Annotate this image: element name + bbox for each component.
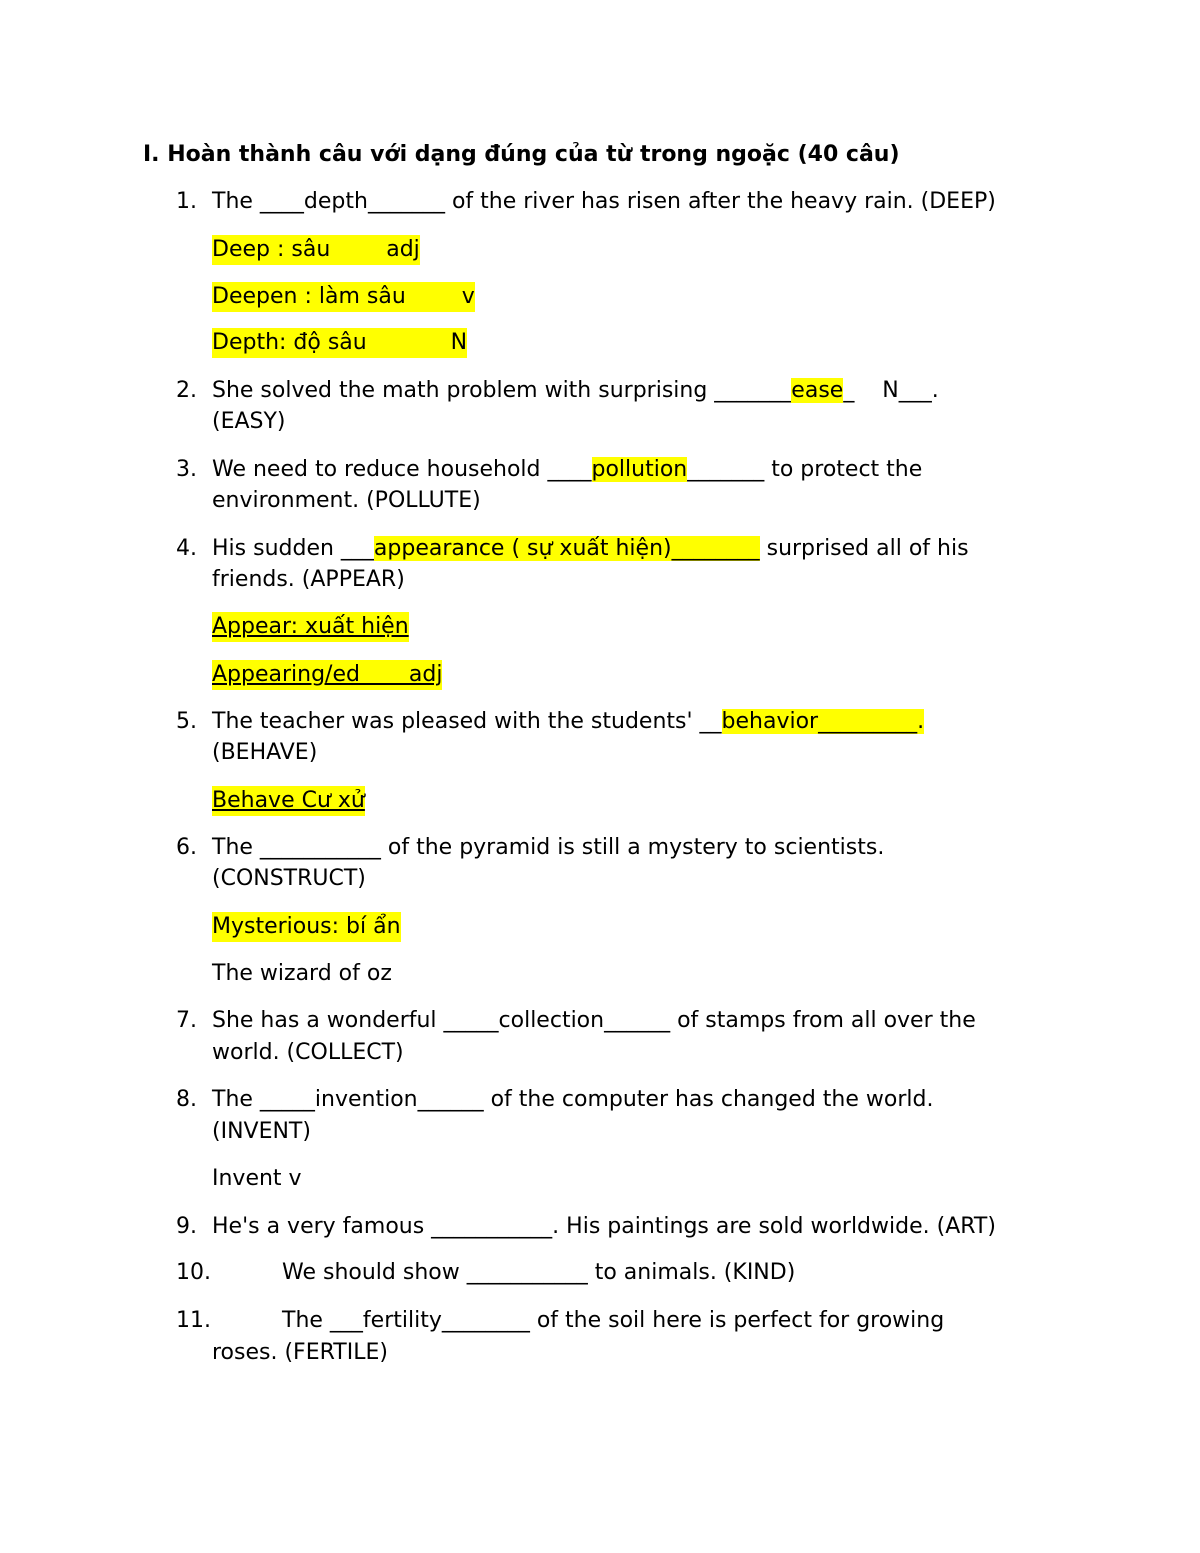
answer-highlighted: appearance ( sự xuất hiện)________ <box>373 536 760 561</box>
question-number: 7. <box>176 1008 197 1033</box>
question-text: We should show ___________ to animals. (KIND) <box>282 1260 796 1285</box>
answer-highlighted: pollution <box>591 457 688 482</box>
question-text-before: We need to reduce household ____ <box>212 457 592 482</box>
question-text: The ___________ of the pyramid is still a mystery to scientists. <box>212 835 885 860</box>
question-text: She has a wonderful _____collection______ of stamps from all over the <box>212 1008 976 1033</box>
question-text: The ___fertility________ of the soil here is perfect for growing <box>282 1308 945 1333</box>
question-text-before: She solved the math problem with surprising _______ <box>212 378 792 403</box>
note-highlighted: Appear: xuất hiện <box>212 612 409 642</box>
note-highlighted: Behave Cư xử <box>212 786 365 816</box>
question-number: 2. <box>176 378 197 403</box>
question-number: 3. <box>176 457 197 482</box>
question-number: 9. <box>176 1214 197 1239</box>
question-text-before: The teacher was pleased with the students' __ <box>212 709 722 734</box>
question-text-continued: (EASY) <box>212 409 286 434</box>
answer-highlighted: behavior_________. <box>721 709 925 734</box>
question-text: The _____invention______ of the computer has changed the world. <box>212 1087 934 1112</box>
note-highlighted: Deep : sâu adj <box>212 235 420 265</box>
question-number: 4. <box>176 536 197 561</box>
question-text-after: _______ to protect the <box>687 457 923 482</box>
question-text-continued: environment. (POLLUTE) <box>212 488 481 513</box>
note-highlighted: Depth: độ sâu N <box>212 328 467 358</box>
question-number: 10. <box>176 1260 211 1285</box>
note: Invent v <box>212 1166 302 1191</box>
question-text-after: _ N___. <box>843 378 939 403</box>
question-text-continued: (INVENT) <box>212 1119 311 1144</box>
question-text-continued: world. (COLLECT) <box>212 1040 404 1065</box>
question-text <box>212 455 922 485</box>
question-text-continued: (CONSTRUCT) <box>212 866 366 891</box>
note-highlighted: Deepen : làm sâu v <box>212 282 475 312</box>
note-highlighted: Mysterious: bí ẩn <box>212 912 401 942</box>
note-highlighted: Appearing/ed adj <box>212 660 442 690</box>
question-number: 1. <box>176 189 197 214</box>
note: The wizard of oz <box>212 961 392 986</box>
question-text-continued: friends. (APPEAR) <box>212 567 405 592</box>
question-text <box>212 707 924 737</box>
section-heading: I. Hoàn thành câu với dạng đúng của từ trong ngoặc (40 câu) <box>143 142 900 167</box>
question-text: The ____depth_______ of the river has risen after the heavy rain. (DEEP) <box>212 189 996 214</box>
question-number: 6. <box>176 835 197 860</box>
question-number: 5. <box>176 709 197 734</box>
question-text <box>212 534 969 564</box>
question-number: 11. <box>176 1308 211 1333</box>
question-text-continued: (BEHAVE) <box>212 740 318 765</box>
question-text <box>212 376 939 406</box>
question-number: 8. <box>176 1087 197 1112</box>
question-text-after: surprised all of his <box>759 536 969 561</box>
answer-highlighted: ease <box>791 378 844 403</box>
question-text: He's a very famous ___________. His paintings are sold worldwide. (ART) <box>212 1214 996 1239</box>
question-text-continued: roses. (FERTILE) <box>212 1340 388 1365</box>
question-text-before: His sudden ___ <box>212 536 374 561</box>
